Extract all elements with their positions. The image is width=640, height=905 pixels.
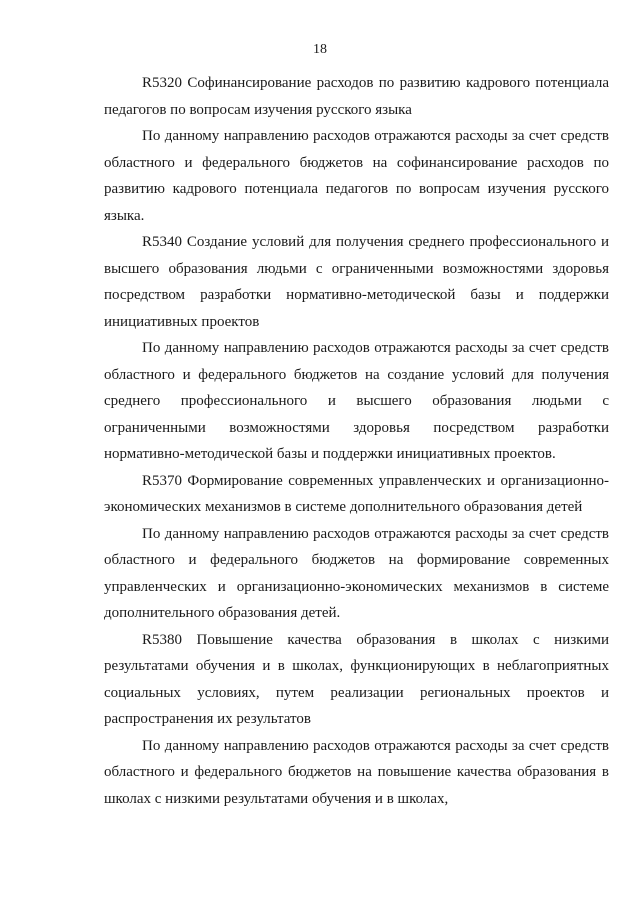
section-heading-r5370: R5370 Формирование современных управленческих и организационно-экономических механизмов в системе дополнительного образования детей <box>104 472 609 515</box>
page-number: 18 <box>313 42 327 57</box>
section-heading-r5340: R5340 Создание условий для получения среднего профессионального и высшего образования людьми с ограниченными возможностями здоровья посредством разработки нормативно-методической базы и поддержки инициативных проектов <box>104 234 609 330</box>
page-content <box>104 70 609 812</box>
section-body-r5380: По данному направлению расходов отражаются расходы за счет средств областного и федерального бюджетов на повышение качества образования в школах с низкими результатами обучения и в школах, <box>104 737 609 807</box>
section-heading-r5320: R5320 Софинансирование расходов по развитию кадрового потенциала педагогов по вопросам изучения русского языка <box>104 75 609 118</box>
section-body-r5370: По данному направлению расходов отражаются расходы за счет средств областного и федерального бюджетов на формирование современных управленческих и организационно-экономических механизмов в системе дополнительного образования детей. <box>104 525 609 621</box>
section-body-r5340: По данному направлению расходов отражаются расходы за счет средств областного и федерального бюджетов на создание условий для получения среднего профессионального и высшего образования людьми с ограниченными возможностями здоровья посредством разработки нормативно-методической базы и поддержки инициативных проектов. <box>104 340 609 462</box>
section-heading-r5380: R5380 Повышение качества образования в школах с низкими результатами обучения и в школах, функционирующих в неблагоприятных социальных условиях, путем реализации региональных проектов и распространения их результатов <box>104 631 609 727</box>
section-body-r5320: По данному направлению расходов отражаются расходы за счет средств областного и федерального бюджетов на софинансирование расходов по развитию кадрового потенциала педагогов по вопросам изучения русского языка. <box>104 128 609 224</box>
